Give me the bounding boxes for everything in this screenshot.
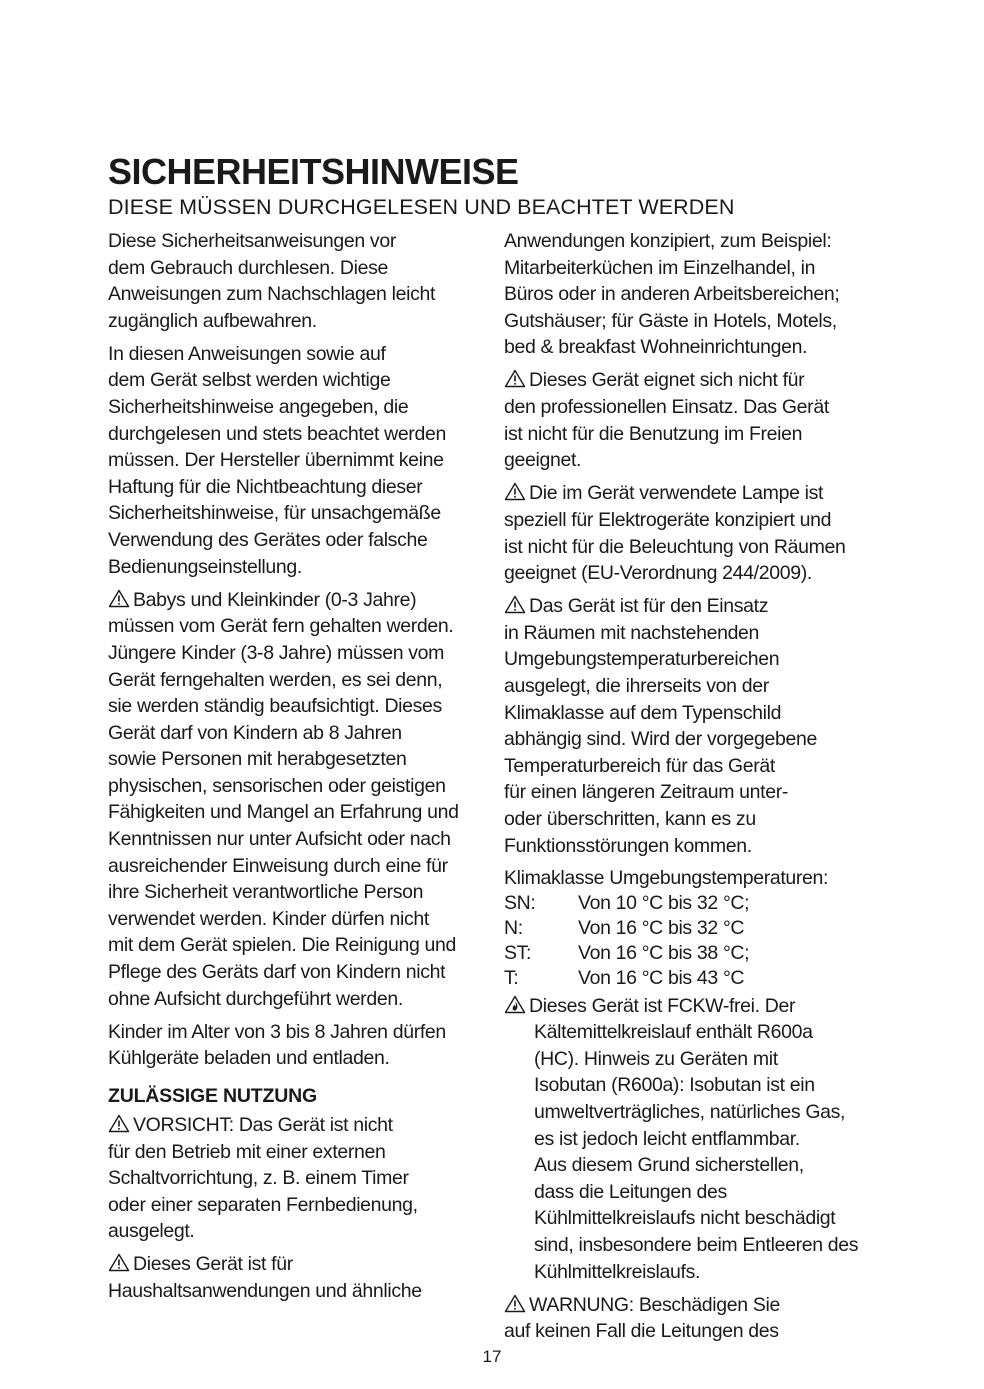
warning-triangle-icon (504, 1294, 526, 1313)
applications-paragraph: Anwendungen konzipiert, zum Beispiel: Mitarbeiterküchen im Einzelhandel, in Büros oder in anderen Arbeitsbereichen; Gutshäuser; für Gäste in Hotels, Motels, bed & breakfast Wohneinrichtungen. (504, 230, 840, 359)
lamp-paragraph: Die im Gerät verwendete Lampe ist speziell für Elektrogeräte konzipiert und ist nicht für die Beleuchtung von Räumen geeignet (EU-Verordnung 244/2009). (504, 482, 846, 585)
section-heading-permitted-use: ZULÄSSIGE NUTZUNG (108, 1084, 317, 1107)
climate-class-row: N: Von 16 °C bis 32 °C (504, 916, 745, 939)
household-paragraph: Dieses Gerät ist für Haushaltsanwendungen und ähnliche (108, 1253, 422, 1302)
manufacturer-paragraph: In diesen Anweisungen sowie auf dem Gerät selbst werden wichtige Sicherheitshinweise angegeben, die durchgelesen und stets beachtet werden müssen. Der Hersteller übernimmt keine Haftung für die Nichtbeachtung dieser Sicherheitshinweise, für unsachgemäße Verwendung des Gerätes oder falsche Bedienungseinstellung. (108, 342, 446, 578)
climate-class-table (504, 866, 884, 991)
right-column (504, 228, 884, 1351)
caution-paragraph: VORSICHT: Das Gerät ist nicht für den Betrieb mit einer externen Schaltvorrichtung, z. B. einem Timer oder einer separaten Fernbedienung, ausgelegt. (108, 1113, 418, 1243)
warning-triangle-icon (108, 589, 130, 608)
flammable-warning-icon (504, 995, 526, 1014)
page-title: SICHERHEITSHINWEISE (108, 151, 519, 192)
warning-paragraph: WARNUNG: Beschädigen Sie auf keinen Fall die Leitungen des (504, 1293, 780, 1343)
warning-triangle-icon (504, 369, 526, 388)
warning-triangle-icon (504, 595, 526, 614)
page-subtitle: DIESE MÜSSEN DURCHGELESEN UND BEACHTET WERDEN (108, 195, 735, 219)
intro-paragraph: Diese Sicherheitsanweisungen vor dem Gebrauch durchlesen. Diese Anweisungen zum Nachschlagen leicht zugänglich aufbewahren. (108, 230, 436, 332)
warning-triangle-icon (108, 1253, 130, 1272)
page-number: 17 (482, 1347, 502, 1366)
climate-class-heading: Klimaklasse Umgebungstemperaturen: (504, 866, 829, 889)
children-warning-paragraph: Babys und Kleinkinder (0-3 Jahre) müssen vom Gerät fern gehalten werden. Jüngere Kinder (3-8 Jahre) müssen vom Gerät ferngehalten werden, es sei denn, sie werden ständig beaufsichtigt. Dieses Gerät darf von Kindern ab 8 Jahren sowie Personen mit herabgesetzten physischen, sensorischen oder geistigen Fähigkeiten und Mangel an Erfahrung und Kenntnissen nur unter Aufsicht oder nach ausreichender Einweisung durch eine für ihre Sicherheit verantwortliche Person verwendet werden. Kinder dürfen nicht mit dem Gerät spielen. Die Reinigung und Pflege des Geräts darf von Kindern nicht ohne Aufsicht durchgeführt werden. (108, 588, 459, 1010)
climate-class-row: T: Von 16 °C bis 43 °C (504, 966, 745, 989)
left-column (108, 228, 483, 1311)
climate-class-row: SN: Von 10 °C bis 32 °C; (504, 891, 750, 914)
warning-triangle-icon (504, 482, 526, 501)
ambient-temperature-paragraph: Das Gerät ist für den Einsatz in Räumen mit nachstehenden Umgebungstemperaturbereichen ausgelegt, die ihrerseits von der Klimaklasse auf dem Typenschild abhängig sind. Wird der vorgegebene Temperaturbereich für das Gerät für einen längeren Zeitraum unter- oder überschritten, kann es zu Funktionsstörungen kommen. (504, 595, 817, 857)
loading-paragraph: Kinder im Alter von 3 bis 8 Jahren dürfen Kühlgeräte beladen und entladen. (108, 1020, 446, 1070)
professional-use-paragraph: Dieses Gerät eignet sich nicht für den professionellen Einsatz. Das Gerät ist nicht für die Benutzung im Freien geeignet. (504, 369, 829, 472)
climate-class-row: ST: Von 16 °C bis 38 °C; (504, 941, 750, 964)
refrigerant-paragraph: Dieses Gerät ist FCKW-frei. Der Kältemittelkreislauf enthält R600a (HC). Hinweis zu Geräten mit Isobutan (R600a): Isobutan ist ein umweltverträgliches, natürliches Gas, es ist jedoch leicht entflammbar. Aus diesem Grund sicherstellen, dass die Leitungen des Kühlmittelkreislaufs nicht beschädigt sind, insbesondere beim Entleeren des Kühlmittelkreislaufs. (504, 993, 884, 1286)
warning-triangle-icon (108, 1114, 130, 1133)
